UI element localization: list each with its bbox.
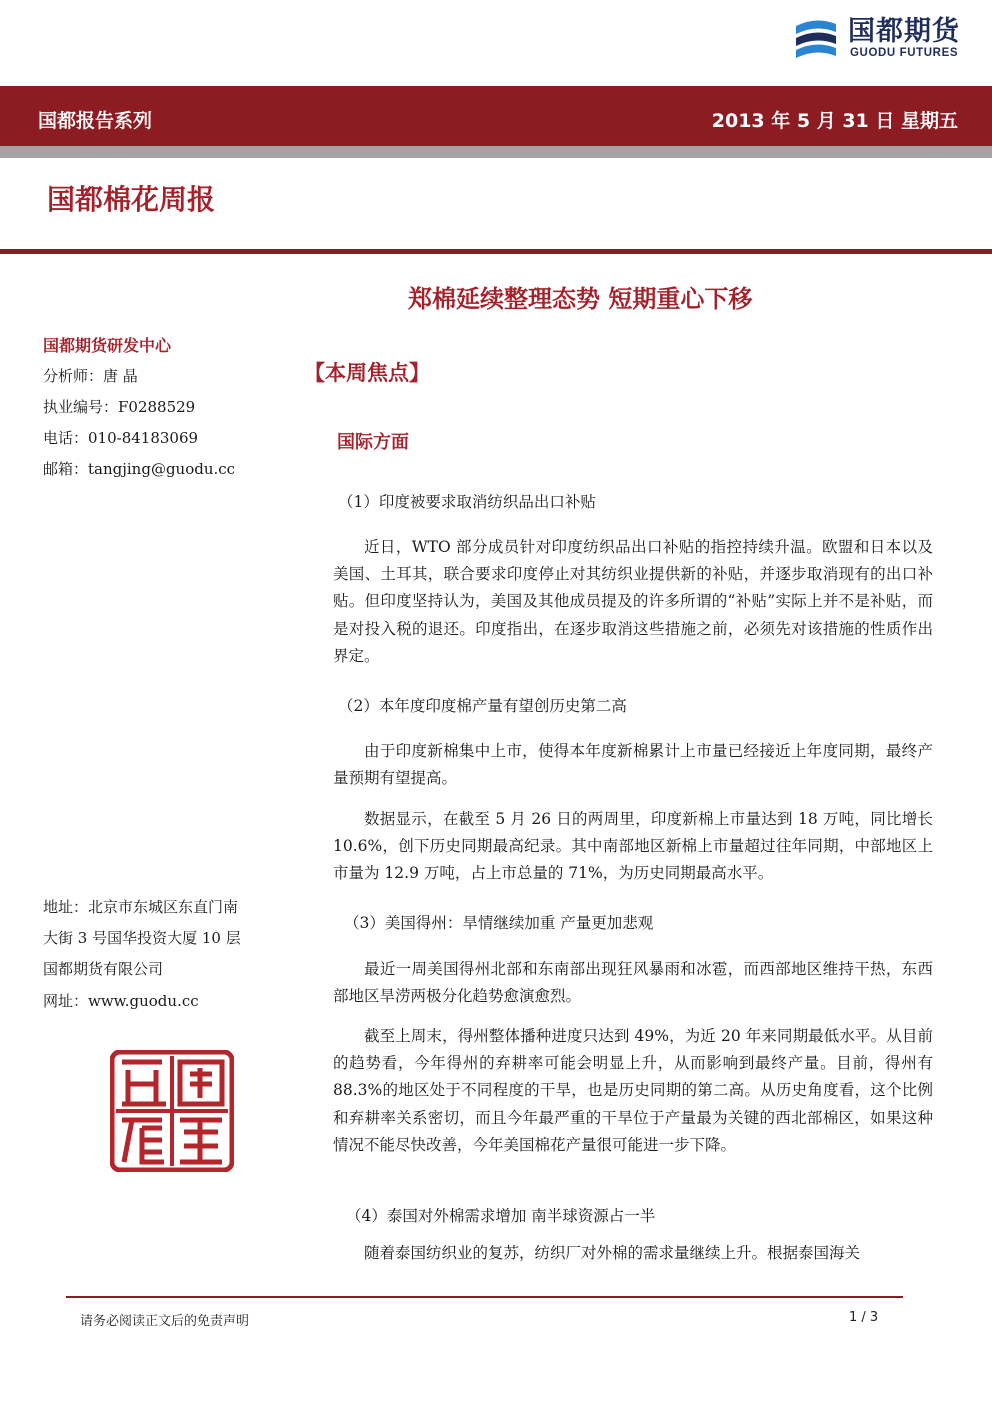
- website[interactable]: 网址：www.guodu.cc: [43, 992, 199, 1010]
- headline: 郑棉延续整理态势 短期重心下移: [408, 285, 753, 313]
- red-square-seal-icon: [110, 1050, 234, 1172]
- report-title: 国都棉花周报: [47, 183, 216, 216]
- footer-divider: [66, 1296, 903, 1298]
- logo-name-cn: 国都期货: [848, 16, 960, 47]
- disclaimer-notice: 请务必阅读正文后的免责声明: [80, 1314, 250, 1329]
- company-logo: [792, 16, 982, 62]
- phone-number: 电话：010-84183069: [43, 429, 199, 447]
- guodu-logo-icon: [792, 16, 840, 62]
- item-4-paragraph-1: 随着泰国纺织业的复苏，纺织厂对外棉的需求量继续上升。根据泰国海关: [364, 1244, 861, 1262]
- title-divider: [0, 249, 992, 254]
- item-1-paragraph-1: 近日，WTO 部分成员针对印度纺织品出口补贴的指控持续升温。欧盟和日本以及美国、土耳其，联合要求印度停止对其纺织业提供新的补贴，并逐步取消现有的出口补贴。但印度坚持认为，美国及其他成员提及的许多所谓的“补贴”实际上并不是补贴，而是对投入税的退还。印度指出，在逐步取消这些措施之前，必须先对该措施的性质作出界定。: [333, 538, 933, 665]
- email-address[interactable]: 邮箱：tangjing@guodu.cc: [43, 460, 236, 478]
- item-3-paragraph-2: 截至上周末，得州整体播种进度只达到 49%，为近 20 年来同期最低水平。从目前的趋势看，今年得州的弃耕率可能会明显上升，从而影响到最终产量。目前，得州有 88.3%的地区处于不同程度的干旱，也是历史同期的第二高。从历史角度看，这个比例和弃耕率关系密切，而且今年最严重的干旱位于产量最为关键的西北部棉区，如果这种情况不能尽快改善，今年美国棉花产量很可能进一步下降。: [333, 1027, 933, 1154]
- item-3-paragraph-1: 最近一周美国得州北部和东南部出现狂风暴雨和冰雹，而西部地区维持干热，东西部地区旱涝两极分化趋势愈演愈烈。: [333, 960, 933, 1006]
- item-3-title: （3）美国得州：旱情继续加重 产量更加悲观: [344, 914, 654, 932]
- logo-name-en: GUODU FUTURES: [850, 47, 959, 59]
- item-1-title: （1）印度被要求取消纺织品出口补贴: [338, 493, 596, 511]
- address-line-2: 大街 3 号国华投资大厦 10 层: [43, 929, 241, 947]
- focus-heading: 【本周焦点】: [304, 361, 430, 385]
- address-line-1: 地址：北京市东城区东直门南: [43, 898, 239, 916]
- item-2-title: （2）本年度印度棉产量有望创历史第二高: [338, 697, 627, 715]
- item-2-paragraph-2: 数据显示，在截至 5 月 26 日的两周里，印度新棉上市量达到 18 万吨，同比增长 10.6%，创下历史同期最高纪录。其中南部地区新棉上市量超过往年同期，中部地区上市量为 12.9 万吨，占上市总量的 71%，为历史同期最高水平。: [333, 810, 933, 883]
- page-number: 1 / 3: [849, 1310, 879, 1325]
- company-name: 国都期货有限公司: [43, 960, 164, 978]
- report-date: 2013 年 5 月 31 日 星期五: [711, 110, 958, 132]
- department-name: 国都期货研发中心: [43, 336, 172, 355]
- section-heading-international: 国际方面: [337, 432, 409, 453]
- item-2-paragraph-1: 由于印度新棉集中上市，使得本年度新棉累计上市量已经接近上年度同期，最终产量预期有望提高。: [333, 742, 933, 788]
- report-series: 国都报告系列: [38, 110, 153, 132]
- license-number: 执业编号：F0288529: [43, 398, 196, 416]
- item-4-title: （4）泰国对外棉需求增加 南半球资源占一半: [346, 1207, 656, 1225]
- analyst-name: 分析师：唐 晶: [43, 367, 138, 385]
- header-gray-stripe: [0, 146, 992, 158]
